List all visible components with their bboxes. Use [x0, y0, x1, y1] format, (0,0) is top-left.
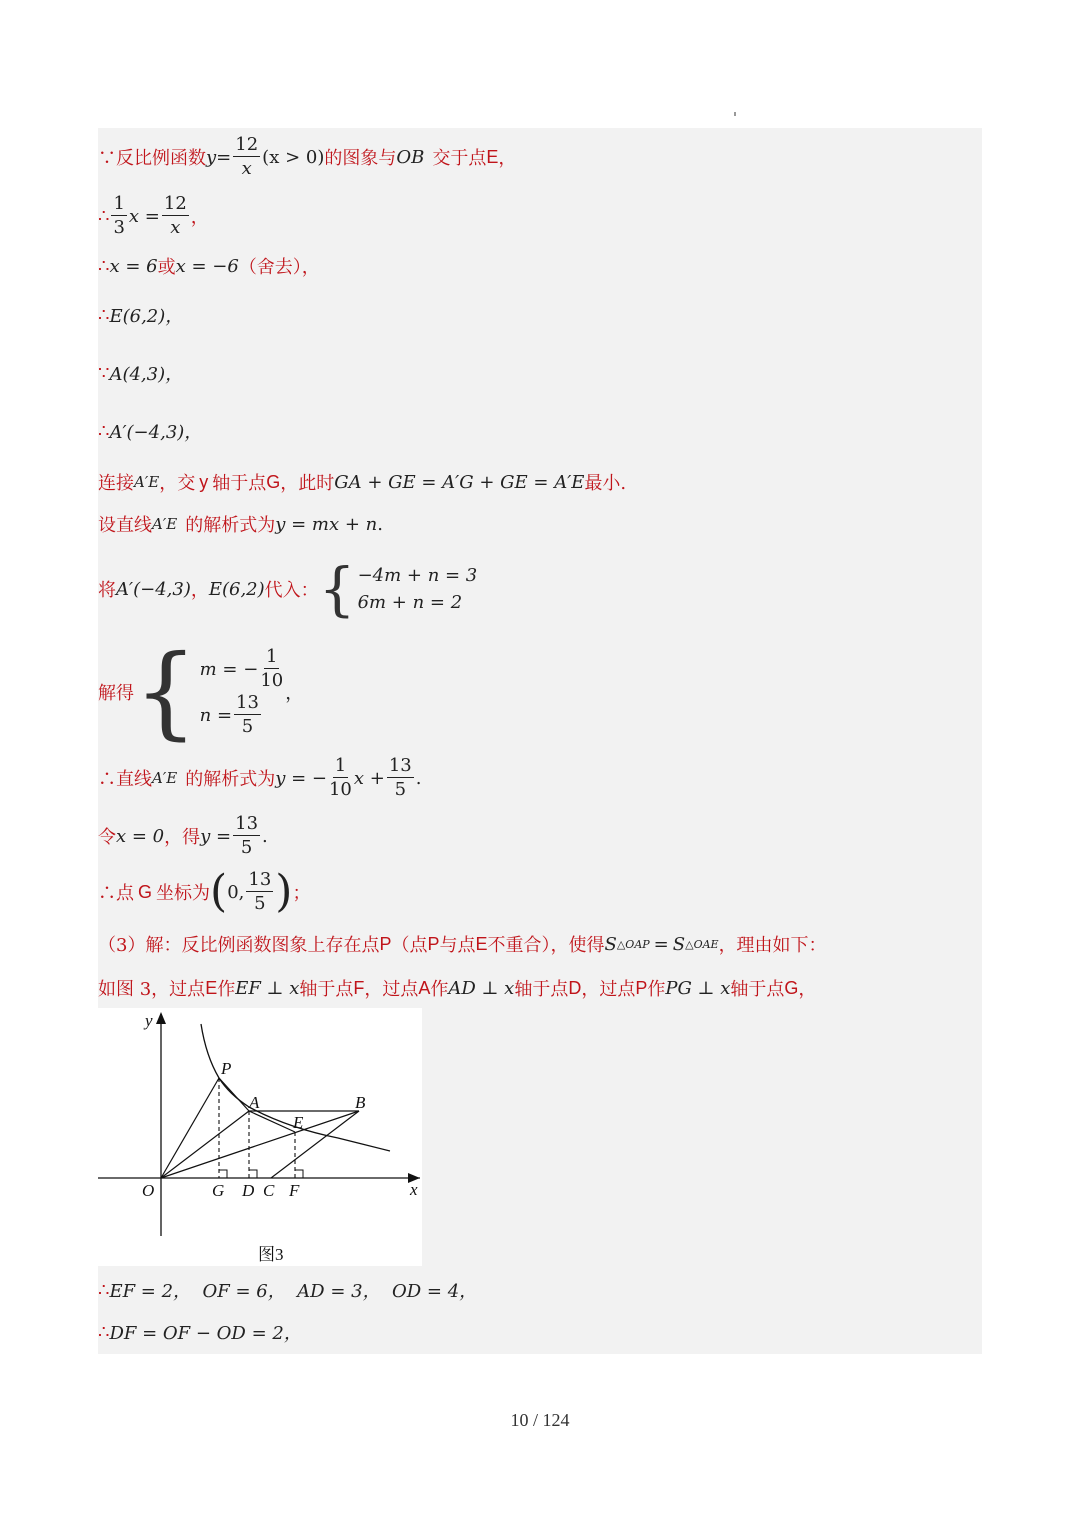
line-16: [98, 1276, 477, 1304]
text: 连接: [98, 473, 134, 494]
numerator: 12: [235, 134, 259, 155]
text: ，过点: [364, 979, 419, 1000]
line-7: [98, 468, 626, 496]
point-label: P: [427, 933, 440, 954]
solution-m: [200, 648, 286, 690]
point-label: G: [266, 471, 281, 492]
text: （3）解：反比例函数图象上存在点: [98, 935, 380, 956]
line-12: [98, 812, 268, 860]
numerator: 13: [388, 755, 412, 776]
fraction: [111, 195, 126, 237]
text: 轴于点: [212, 473, 267, 494]
fraction: [246, 871, 273, 913]
numerator: 1: [334, 755, 347, 776]
expr: EF = 2， OF = 6， AD = 3， OD = 4，: [109, 1281, 478, 1302]
label-y: y: [145, 1011, 153, 1030]
denominator: x: [170, 217, 181, 238]
point-label: A: [418, 977, 431, 998]
therefore-symbol: ∴: [98, 420, 110, 442]
right-angle-mark: [219, 1170, 227, 1178]
line-9: [98, 555, 478, 623]
segment-bc: [271, 1111, 359, 1178]
point-label: F: [353, 977, 365, 998]
text: ，: [798, 979, 817, 1000]
text: ，此时: [280, 473, 335, 494]
line-1: [98, 132, 516, 182]
figure-3: [98, 1008, 422, 1266]
text: 令: [98, 827, 116, 848]
var: A′E: [152, 515, 178, 533]
text: 或: [157, 257, 176, 278]
y-axis-arrow-icon: [156, 1012, 166, 1024]
text: 最小.: [584, 473, 627, 494]
text: ，交: [159, 473, 196, 494]
corner-mark: [734, 112, 736, 116]
denominator: 5: [254, 893, 266, 914]
text: .: [415, 767, 422, 789]
expr: m = −: [199, 658, 259, 680]
expr: x = 0: [116, 825, 165, 847]
text: 交于点: [432, 148, 487, 169]
line-2: [98, 192, 209, 240]
text: ，: [285, 683, 304, 704]
area-symbol: S: [604, 933, 617, 955]
line-17: [98, 1318, 302, 1346]
expr: A′(−4,3): [116, 578, 191, 600]
label-p: P: [221, 1059, 232, 1078]
expr: y =: [200, 825, 232, 847]
segment-pa: [219, 1078, 249, 1111]
expr: x =: [128, 205, 160, 227]
numerator: 13: [235, 813, 259, 834]
expr: 0,: [227, 881, 245, 903]
point-label: E: [475, 933, 488, 954]
paren: ): [275, 866, 293, 917]
line-4: [98, 300, 183, 330]
expr: y = mx + n: [275, 513, 378, 535]
fraction: [260, 648, 283, 690]
expr: GA + GE = A′G + GE = A′E: [334, 471, 585, 493]
denominator: x: [241, 158, 252, 179]
denominator: 5: [240, 837, 253, 858]
numerator: 1: [266, 646, 278, 667]
expr: x = 6: [109, 255, 158, 277]
expr: E(6,2): [208, 578, 265, 600]
line-6: [98, 416, 202, 446]
expr: x +: [353, 767, 385, 789]
label-e: E: [293, 1113, 304, 1132]
fraction: [329, 757, 352, 799]
numerator: 12: [163, 193, 187, 214]
text: （舍去），: [238, 257, 320, 278]
expr: A(4,3)，: [109, 364, 184, 385]
text: .: [377, 513, 383, 535]
text: ；: [292, 883, 311, 904]
label-c: C: [263, 1181, 275, 1200]
text: 如图 3，过点: [98, 979, 206, 1000]
therefore-symbol: ∴: [98, 304, 110, 326]
axis-label: y: [199, 471, 209, 492]
line-15: [98, 974, 816, 1002]
point-label: P: [635, 977, 648, 998]
denominator: 10: [260, 670, 284, 691]
expr: n =: [199, 704, 233, 726]
expr: x = −6: [175, 255, 239, 277]
text: ，: [190, 580, 209, 601]
brace: {: [134, 633, 198, 750]
right-angle-mark: [295, 1170, 303, 1178]
therefore-symbol: ∴: [98, 205, 110, 227]
denominator: 5: [394, 779, 407, 800]
var: OB: [396, 146, 425, 168]
numerator: 13: [236, 692, 259, 713]
page-number: 10 / 124: [510, 1410, 570, 1430]
expr: A′(−4,3)，: [109, 422, 203, 443]
text: 将: [98, 580, 116, 601]
text: ，得: [164, 827, 201, 848]
therefore-symbol: ∴: [98, 255, 110, 277]
equation: 6m + n = 2: [357, 592, 463, 613]
label-b: B: [355, 1093, 366, 1112]
numerator: 13: [248, 869, 272, 890]
right-angle-mark: [249, 1170, 257, 1178]
geometry-diagram: [98, 1008, 422, 1266]
denominator: 10: [328, 779, 352, 800]
text: ∵反比例函数: [98, 148, 206, 169]
line-5: [98, 358, 183, 388]
segment-oa: [161, 1111, 249, 1178]
label-a: A: [249, 1093, 260, 1112]
paren: (: [210, 866, 228, 917]
text: 的解析式为: [185, 769, 276, 790]
brace: {: [318, 555, 356, 623]
text: 的图象与: [324, 148, 397, 169]
figure-caption: 图3: [258, 1245, 284, 1264]
text: 解得: [98, 683, 134, 704]
numerator: 1: [113, 193, 125, 214]
line-8: [98, 510, 383, 538]
text: 与点: [439, 935, 476, 956]
text: 轴于点: [514, 979, 569, 1000]
text: （点: [391, 935, 428, 956]
text: 轴于点: [730, 979, 785, 1000]
text: 作: [217, 979, 236, 1000]
expr: PG ⊥ x: [665, 977, 731, 999]
area-symbol: S: [672, 933, 686, 955]
segment-op: [161, 1078, 219, 1178]
label-f: F: [289, 1181, 300, 1200]
denominator: 5: [241, 716, 254, 737]
because-symbol: ∵: [98, 362, 110, 384]
text: 作: [430, 979, 449, 1000]
subscript: △OAP: [616, 937, 650, 951]
var: A′E: [134, 473, 160, 491]
fraction: [162, 195, 189, 237]
op: =: [653, 933, 669, 955]
point-label: D: [568, 977, 582, 998]
text: ，: [190, 207, 209, 228]
point-label: G: [784, 977, 799, 998]
text: 代入：: [264, 580, 319, 601]
var: A′E: [152, 769, 178, 787]
expr: E(6,2)，: [109, 306, 184, 327]
expr: y = −: [275, 767, 327, 789]
point-label: G: [138, 881, 153, 902]
text: 设直线: [98, 515, 152, 536]
label-d: D: [242, 1181, 255, 1200]
fraction: [233, 136, 260, 178]
text: ，理由如下：: [718, 935, 827, 956]
equation-system: [358, 565, 478, 613]
segment-ob: [161, 1111, 359, 1178]
expr: DF = OF − OD = 2，: [109, 1323, 302, 1344]
text: ∴点: [98, 883, 134, 904]
point-label: P: [379, 933, 392, 954]
subscript: △OAE: [685, 937, 719, 951]
text: ，过点: [581, 979, 636, 1000]
text: 不重合），使得: [487, 935, 605, 956]
expr: EF ⊥ x: [235, 977, 300, 999]
line-11: [98, 754, 422, 802]
var: y: [206, 146, 217, 168]
condition: (x > 0): [262, 146, 325, 168]
fraction: [234, 694, 261, 736]
segment-ae: [249, 1111, 295, 1132]
line-13: [98, 866, 310, 918]
text: .: [262, 825, 268, 847]
line-14: [98, 930, 827, 958]
text: 坐标为: [156, 883, 211, 904]
text: 作: [647, 979, 666, 1000]
denominator: 3: [113, 217, 125, 238]
text: 的解析式为: [185, 515, 276, 536]
solution-system: [200, 648, 286, 736]
text: ∴直线: [98, 769, 152, 790]
therefore-symbol: ∴: [98, 1321, 110, 1343]
point-label: E: [486, 146, 499, 167]
expr: AD ⊥ x: [448, 977, 515, 999]
line-3: [98, 252, 320, 280]
solution-n: [200, 694, 286, 736]
label-o: O: [142, 1181, 155, 1200]
fraction: [233, 815, 260, 857]
label-g: G: [212, 1181, 225, 1200]
text: ，: [498, 148, 517, 169]
line-10: [98, 633, 304, 750]
point-label: E: [205, 977, 218, 998]
text: 轴于点: [299, 979, 354, 1000]
op: =: [216, 146, 232, 168]
label-x: x: [410, 1180, 418, 1199]
equation: −4m + n = 3: [357, 565, 478, 586]
therefore-symbol: ∴: [98, 1279, 110, 1301]
fraction: [387, 757, 414, 799]
